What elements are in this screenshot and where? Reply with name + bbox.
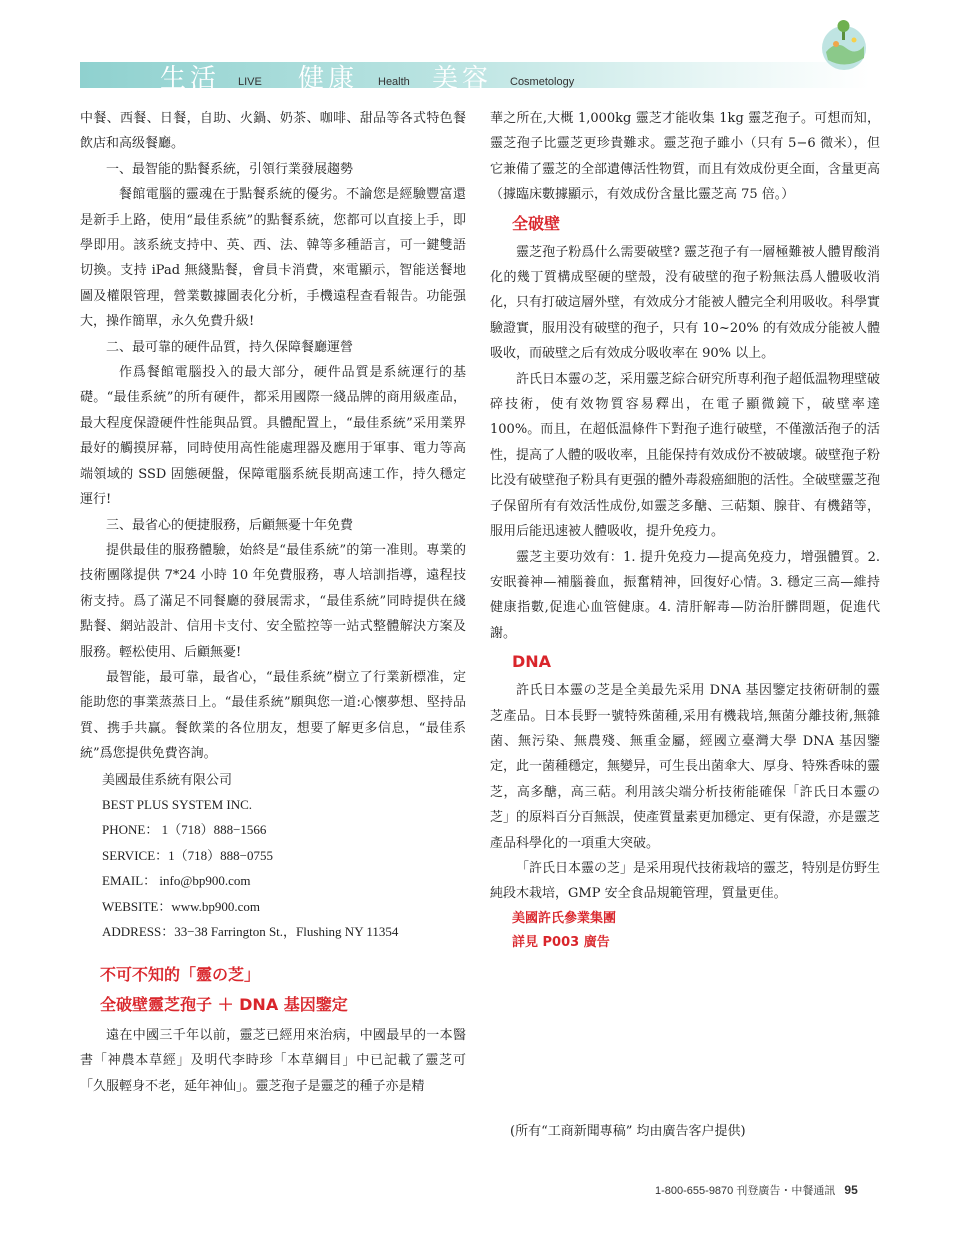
article-title-line-2: 全破壁靈芝孢子 ＋ DNA 基因鑒定 <box>100 995 348 1014</box>
right-column <box>490 106 880 955</box>
footer-label: 刊登廣告・中餐通訊 <box>736 1185 836 1197</box>
article-title <box>100 960 348 1020</box>
left-paragraph-2: 餐館電腦的靈魂在于點餐系統的優劣。不論您是經驗豐富還是新手上路，使用“最佳系統”的點餐系統，您都可以直接上手，即學即用。該系統支持中、英、西、法、韓等多種語言，可一鍵雙語切換。支持 iPad 無綫點餐，會員卡消費，來電顯示，智能送餐地圖及權限管理，營業數據圖表化分析，手機遠程查看報告。功能强大，操作簡單，永久免費升級! <box>80 187 466 330</box>
section-heading-dna: DNA <box>512 652 552 672</box>
section-heading-full-break: 全破壁 <box>512 213 561 233</box>
left-paragraph-5: 最智能，最可靠，最省心，“最佳系統”樹立了行業新標准，定能助您的事業蒸蒸日上。“最佳系統”願與您一道:心懷夢想、堅持品質、携手共赢。餐飲業的各位朋友，想要了解更多信息，“最佳系統”爲您提供免費咨詢。 <box>80 669 466 762</box>
right-paragraph-6: 「許氏日本靈の芝」是采用現代技術栽培的靈芝，特别是仿野生純段木栽培，GMP 安全食品規範管理，質量更佳。 <box>490 860 881 902</box>
company-name: 美國許氏參業集團 <box>512 910 617 926</box>
advertiser-note: (所有“工商新聞專稿” 均由廣告客户提供) <box>510 1124 746 1139</box>
left-heading-1: 一、最智能的點餐系統，引領行業發展趨勢 <box>106 161 354 177</box>
contact-website: WEBSITE：www.bp900.com <box>102 898 261 914</box>
left-paragraph-6: 遠在中國三千年以前，靈芝已經用來治病，中國最早的一本醫書「神農本草經」及明代李時珍「本草綱目」中已記載了靈芝可「久服輕身不老，延年神仙」。靈芝孢子是靈芝的種子亦是精 <box>80 1028 466 1094</box>
contact-service: SERVICE：1（718）888−0755 <box>102 847 273 863</box>
contact-company-en: BEST PLUS SYSTEM INC. <box>102 796 253 812</box>
page-number: 95 <box>844 1183 858 1197</box>
left-heading-2: 二、最可靠的硬件品質，持久保障餐廳運營 <box>106 339 354 355</box>
header-title-live-zh: 生活 <box>160 64 221 94</box>
article-title-line-1: 不可不知的「靈の芝」 <box>100 965 261 984</box>
contact-email: EMAIL： info@bp900.com <box>102 873 251 889</box>
left-heading-3: 三、最省心的便捷服務，后顧無憂十年免費 <box>106 517 354 533</box>
left-column <box>80 106 466 944</box>
left-paragraph-4: 提供最佳的服務體驗，始終是“最佳系統”的第一准則。專業的技術團隊提供 7*24 小時 10 年免費服務，專人培訓指導，遠程技術支持。爲了滿足不同餐廳的發展需求，“最佳系統”同時提供在綫點餐、網站設計、信用卡支付、安全監控等一站式整體解決方案及服務。輕松使用、后顧無憂! <box>80 542 466 660</box>
globe-logo-icon <box>816 18 872 74</box>
company-ad-ref: 詳見 P003 廣告 <box>512 934 610 950</box>
header-title-health-en: Health <box>378 76 410 88</box>
right-paragraph-4: 靈芝主要功效有：1. 提升免疫力—提高免疫力，增强體質。2. 安眠養神—補腦養血，振奮精神，回復好心情。3. 穩定三高—維持健康指數,促進心血管健康。4. 清肝解毒—防治肝髒問題，促進代謝。 <box>490 549 880 641</box>
right-paragraph-5: 許氏日本靈の芝是全美最先采用 DNA 基因鑒定技術研制的靈芝產品。日本長野一號特殊菌種,采用有機栽培,無菌分離技術,無雜菌、無污染、無農殘、無重金屬，經國立臺灣大學 DNA 基因鑒定，此一菌種穩定，無變异，可生長出菌傘大、厚身、特殊香味的靈芝，高多醣，高三萜。利用該尖端分析技術能確保「許氏日本靈の芝」的原料百分百無誤，使產質量素更加穩定、更有保證，亦是靈芝產品科學化的一項重大突破。 <box>490 683 881 851</box>
left-bottom-text <box>80 1023 466 1099</box>
header-title-health-zh: 健康 <box>298 64 359 94</box>
footer-phone: 1-800-655-9870 <box>655 1185 734 1197</box>
header-title-beauty-en: Cosmetology <box>510 76 575 88</box>
header-title-beauty-zh: 美容 <box>432 64 493 94</box>
left-paragraph-3: 作爲餐館電腦投入的最大部分，硬件品質是系統運行的基礎。“最佳系統”的所有硬件，都采用國際一綫品牌的商用級產品，最大程度保證硬件性能與品質。具體配置上，“最佳系統”采用業界最好的觸摸屏幕，同時使用高性能處理器及應用于軍事、電力等高端領域的 SSD 固態硬盤，保障電腦系統長期高速工作，持久穩定運行! <box>80 365 466 508</box>
contact-block <box>80 767 466 945</box>
contact-company: 美國最佳系統有限公司 <box>102 771 233 787</box>
left-paragraph-1: 中餐、西餐、日餐，自助、火鍋、奶茶、咖啡、甜品等各式特色餐飲店和高级餐廳。 <box>80 111 466 152</box>
right-paragraph-2: 靈芝孢子粉爲什么需要破壁? 靈芝孢子有一層極難被人體胃酸消化的幾丁質構成堅硬的壁殼，没有破壁的孢子粉無法爲人體吸收消化，只有打破這層外壁，有效成分才能被人體完全利用吸收。科學實驗證實，服用没有破壁的孢子，只有 10~20% 的有效成分能被人體吸收，而破壁之后有效成分吸收率在 90% 以上。 <box>490 244 881 362</box>
contact-phone: PHONE： 1（718）888−1566 <box>102 822 267 838</box>
header-title-live-en: LIVE <box>238 76 262 88</box>
right-paragraph-3: 許氏日本靈の芝，采用靈芝綜合研究所専利孢子超低温物理壁破碎技術，使有效物質容易釋出，在電子顯微鏡下，破壁率達 100%。而且，在超低温條件下對孢子進行破壁，不僅激活孢子的活性，提高了人體的吸收率，且能保持有效成份不被破壞。破壁孢子粉比没有破壁孢子粉具有更强的體外毒殺癌細胞的活性。全破壁靈芝孢子保留所有有效活性成份,如靈芝多醣、三萜類、腺苷、有機鍺等，服用后能迅速被人體吸收，提升免疫力。 <box>490 371 881 540</box>
contact-address: ADDRESS：33−38 Farrington St.，Flushing NY 11354 <box>102 924 399 939</box>
footer <box>655 1182 858 1198</box>
right-paragraph-1: 華之所在,大概 1,000kg 靈芝才能收集 1kg 靈芝孢子。可想而知，靈芝孢子比靈芝更珍貴難求。靈芝孢子雖小（只有 5−6 微米），但它兼備了靈芝的全部遺傳活性物質，而且有效成份更全面，含量更高（據臨床數據顯示，有效成份含量比靈芝高 75 倍。） <box>490 111 881 203</box>
